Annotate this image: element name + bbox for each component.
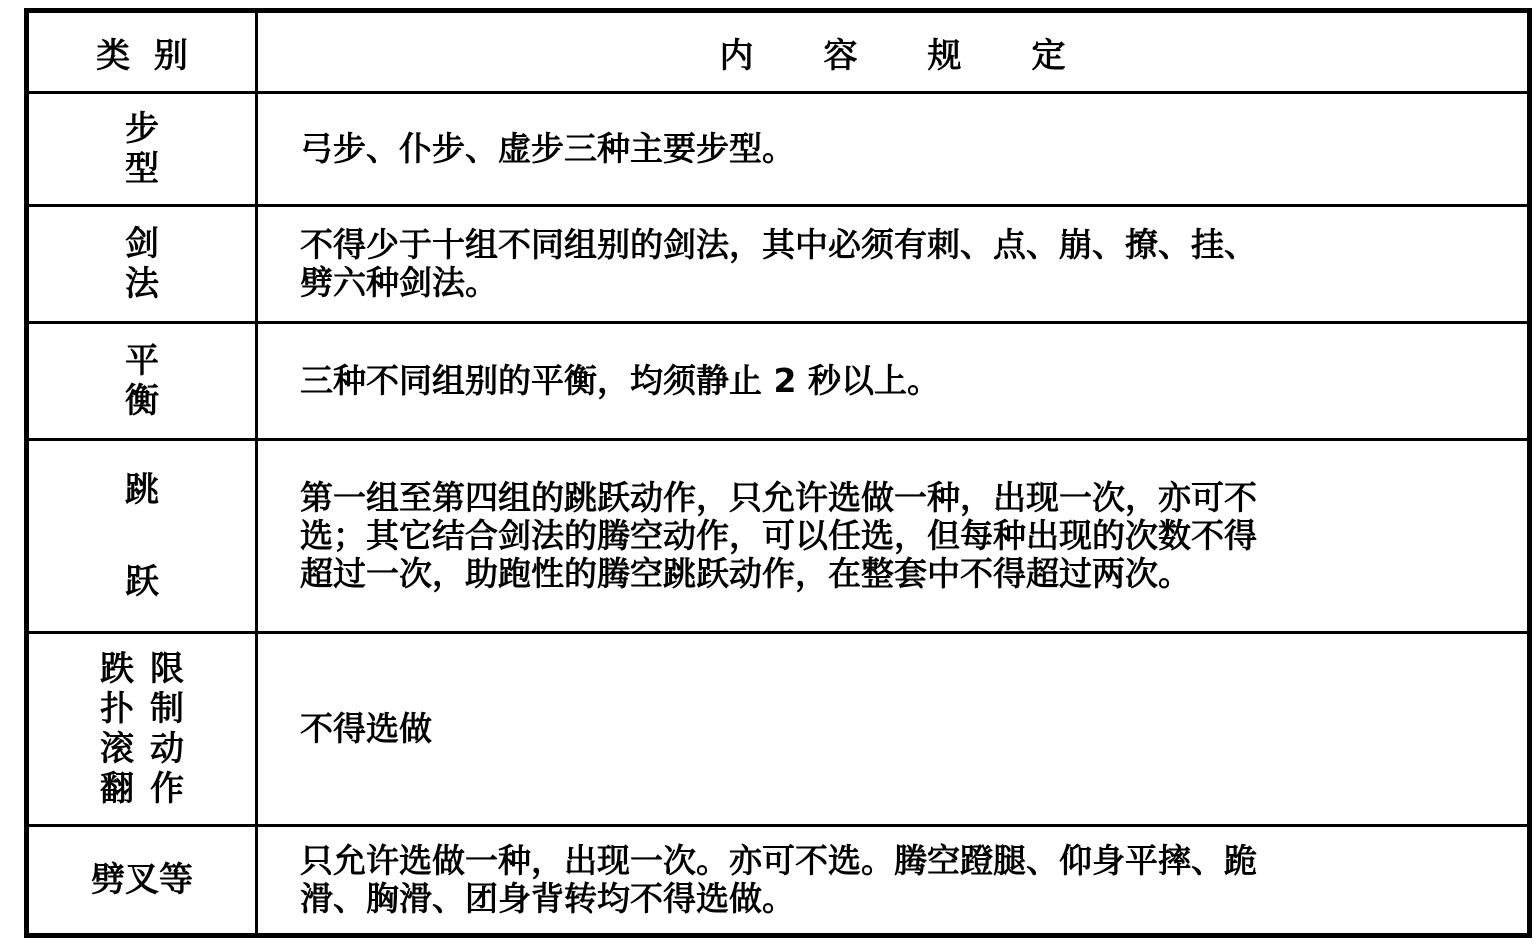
table-row xyxy=(27,633,1530,826)
table-row xyxy=(27,323,1530,440)
category-cell: 剑 法 xyxy=(27,206,257,323)
content-cell: 三种不同组别的平衡，均须静止 2 秒以上。 xyxy=(257,323,1530,440)
header-content: 内容规定 xyxy=(257,11,1530,93)
table-row xyxy=(27,826,1530,936)
category-cell: 平 衡 xyxy=(27,323,257,440)
content-cell: 弓步、仆步、虚步三种主要步型。 xyxy=(257,93,1530,206)
category-two-columns xyxy=(100,649,184,809)
table-row xyxy=(27,440,1530,633)
category-cell xyxy=(27,633,257,826)
content-cell: 不得选做 xyxy=(257,633,1530,826)
table-row xyxy=(27,206,1530,323)
category-left-column: 跌 扑 滚 翻 xyxy=(100,649,134,809)
category-right-column: 限 制 动 作 xyxy=(150,649,184,809)
table-row xyxy=(27,93,1530,206)
category-cell: 跳 跃 xyxy=(27,440,257,633)
content-cell: 不得少于十组不同组别的剑法，其中必须有刺、点、崩、撩、挂、劈六种剑法。 xyxy=(257,206,1530,323)
rules-table xyxy=(24,8,1532,938)
header-row xyxy=(27,11,1530,93)
header-category: 类 别 xyxy=(27,11,257,93)
content-cell: 第一组至第四组的跳跃动作，只允许选做一种，出现一次，亦可不选；其它结合剑法的腾空动作，可以任选，但每种出现的次数不得超过一次，助跑性的腾空跳跃动作，在整套中不得超过两次。 xyxy=(257,440,1530,633)
category-cell: 劈叉等 xyxy=(27,826,257,936)
content-cell: 只允许选做一种，出现一次。亦可不选。腾空蹬腿、仰身平摔、跪滑、胸滑、团身背转均不得选做。 xyxy=(257,826,1530,936)
category-cell: 步 型 xyxy=(27,93,257,206)
